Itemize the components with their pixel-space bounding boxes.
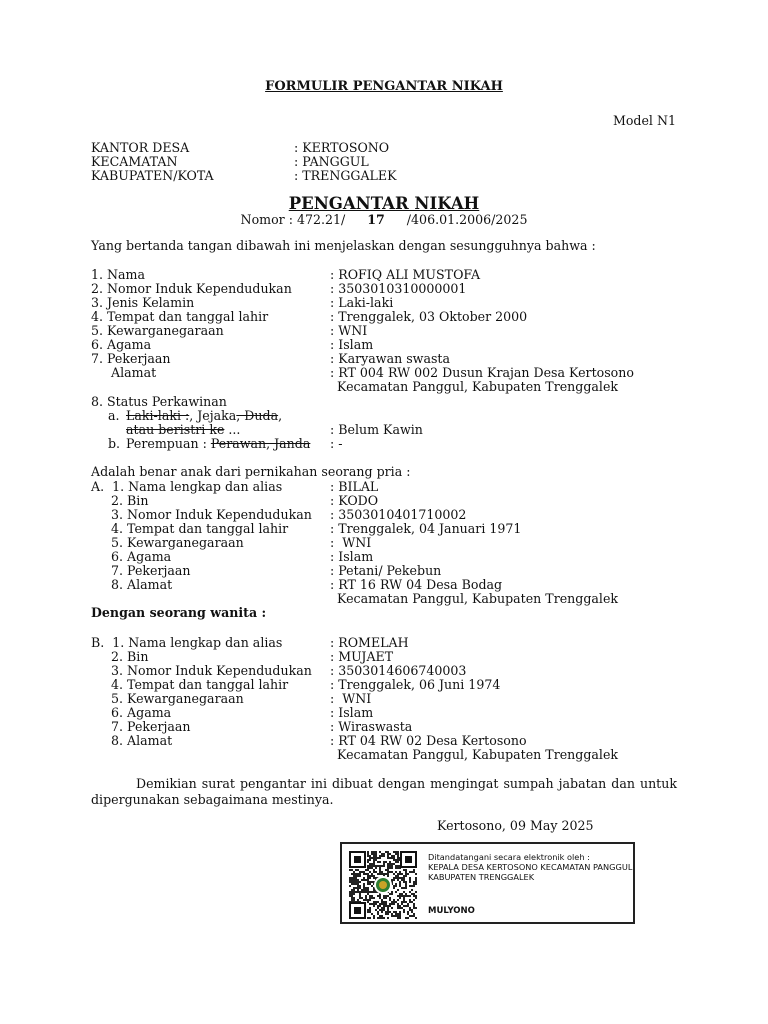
- person-label: 2. Nomor Induk Kependudukan: [91, 281, 292, 296]
- status-b-label: Perempuan :: [126, 436, 211, 451]
- strike-text: atau beristri ke: [126, 422, 225, 437]
- header-value-kecamatan: : PANGGUL: [294, 154, 369, 169]
- father-label: 6. Agama: [91, 549, 172, 564]
- father-value: : Petani/ Pekebun: [330, 563, 442, 578]
- header-value-desa: : KERTOSONO: [294, 140, 390, 155]
- mother-label: 7. Pekerjaan: [91, 719, 191, 734]
- person-label: 3. Jenis Kelamin: [91, 295, 195, 310]
- father-label: 2. Bin: [91, 493, 149, 508]
- person-value: : Trenggalek, 03 Oktober 2000: [330, 309, 528, 324]
- form-title: FORMULIR PENGANTAR NIKAH: [265, 79, 503, 94]
- person-value: : Islam: [330, 337, 374, 352]
- person-label: 1. Nama: [91, 267, 145, 282]
- father-intro: Adalah benar anak dari pernikahan seorang pria :: [91, 464, 411, 479]
- mother-address-line2: Kecamatan Panggul, Kabupaten Trenggalek: [337, 747, 619, 762]
- mother-value: : Wiraswasta: [330, 719, 413, 734]
- father-value: : RT 16 RW 04 Desa Bodag: [330, 577, 503, 592]
- signature-line3: KABUPATEN TRENGGALEK: [428, 872, 535, 882]
- father-value: : Islam: [330, 549, 374, 564]
- mother-value: : RT 04 RW 02 Desa Kertosono: [330, 733, 527, 748]
- header-label-kabupaten: KABUPATEN/KOTA: [91, 168, 214, 183]
- status-a-comma: ,: [278, 408, 283, 423]
- father-label: 8. Alamat: [91, 577, 173, 592]
- model-code: Model N1: [612, 113, 676, 128]
- father-value: : Trenggalek, 04 Januari 1971: [330, 521, 522, 536]
- person-value: : Karyawan swasta: [330, 351, 450, 366]
- status-a-prefix: a.: [108, 408, 120, 423]
- signer-name: MULYONO: [428, 906, 475, 916]
- strike-text: Laki-laki :: [126, 408, 190, 423]
- nomor-suffix: /406.01.2006/2025: [406, 212, 528, 227]
- father-label: A. 1. Nama lengkap dan alias: [91, 479, 283, 494]
- father-value: : KODO: [330, 493, 379, 508]
- status-a-line2: [126, 423, 240, 437]
- signature-line1: Ditandatangani secara elektronik oleh :: [428, 852, 590, 862]
- intro-text: Yang bertanda tangan dibawah ini menjelaskan dengan sesungguhnya bahwa :: [91, 238, 596, 253]
- father-label: 4. Tempat dan tanggal lahir: [91, 521, 289, 536]
- signature-text: [428, 852, 632, 882]
- father-value: : 3503010401710002: [330, 507, 467, 522]
- status-a-jejaka: , Jejaka: [189, 408, 237, 423]
- nomor-number: 17: [367, 212, 385, 227]
- mother-value: : Trenggalek, 06 Juni 1974: [330, 677, 501, 692]
- electronic-signature-box: [340, 842, 635, 924]
- person-value: : ROFIQ ALI MUSTOFA: [330, 267, 481, 282]
- father-value: : BILAL: [330, 479, 379, 494]
- person-label: 7. Pekerjaan: [91, 351, 171, 366]
- father-label: 3. Nomor Induk Kependudukan: [91, 507, 312, 522]
- person-label: Alamat: [91, 365, 157, 380]
- mother-label: 3. Nomor Induk Kependudukan: [91, 663, 312, 678]
- closing-paragraph: [91, 776, 677, 808]
- mother-label: 8. Alamat: [91, 733, 173, 748]
- mother-value: : ROMELAH: [330, 635, 409, 650]
- nomor-prefix: Nomor : 472.21/: [240, 212, 346, 227]
- header-label-desa: KANTOR DESA: [91, 140, 190, 155]
- person-label: 6. Agama: [91, 337, 152, 352]
- mother-label: 5. Kewarganegaraan: [91, 691, 244, 706]
- document-number: [0, 213, 768, 227]
- status-b-prefix: b.: [108, 436, 121, 451]
- person-value: : RT 004 RW 002 Dusun Krajan Desa Kertosono: [330, 365, 634, 380]
- person-value: : WNI: [330, 323, 368, 338]
- strike-text: , Duda: [236, 408, 279, 423]
- status-a-text: [126, 409, 282, 423]
- person-value: : 3503010310000001: [330, 281, 467, 296]
- mother-label: 4. Tempat dan tanggal lahir: [91, 677, 289, 692]
- status-b-text: [126, 437, 310, 451]
- person-address-line2: Kecamatan Panggul, Kabupaten Trenggalek: [337, 379, 619, 394]
- mother-value: : 3503014606740003: [330, 663, 467, 678]
- qr-code-icon: [349, 851, 417, 919]
- mother-label: 6. Agama: [91, 705, 172, 720]
- father-label: 7. Pekerjaan: [91, 563, 191, 578]
- person-value: : Laki-laki: [330, 295, 394, 310]
- signature-line2: KEPALA DESA KERTOSONO KECAMATAN PANGGUL: [428, 862, 633, 872]
- document-heading: PENGANTAR NIKAH: [288, 194, 480, 213]
- header-value-kabupaten: : TRENGGALEK: [294, 168, 397, 183]
- closing-text: Demikian surat pengantar ini dibuat dengan mengingat sumpah jabatan dan untuk dipergunakan sebagaimana mestinya.: [91, 776, 677, 807]
- mother-value: : MUJAET: [330, 649, 394, 664]
- mother-label: 2. Bin: [91, 649, 149, 664]
- mother-intro: Dengan seorang wanita :: [91, 605, 267, 620]
- status-a-value: : Belum Kawin: [330, 422, 423, 437]
- mother-value: : WNI: [330, 691, 372, 706]
- place-date: Kertosono, 09 May 2025: [437, 818, 594, 833]
- father-label: 5. Kewarganegaraan: [91, 535, 244, 550]
- status-a-ellipsis: ...: [224, 422, 241, 437]
- header-label-kecamatan: KECAMATAN: [91, 154, 178, 169]
- status-b-value: : -: [330, 436, 343, 451]
- mother-value: : Islam: [330, 705, 374, 720]
- person-label: 5. Kewarganegaraan: [91, 323, 224, 338]
- strike-text: Perawan, Janda: [210, 436, 311, 451]
- status-heading: 8. Status Perkawinan: [91, 394, 227, 409]
- father-value: : WNI: [330, 535, 372, 550]
- mother-label: B. 1. Nama lengkap dan alias: [91, 635, 283, 650]
- person-label: 4. Tempat dan tanggal lahir: [91, 309, 269, 324]
- father-address-line2: Kecamatan Panggul, Kabupaten Trenggalek: [337, 591, 619, 606]
